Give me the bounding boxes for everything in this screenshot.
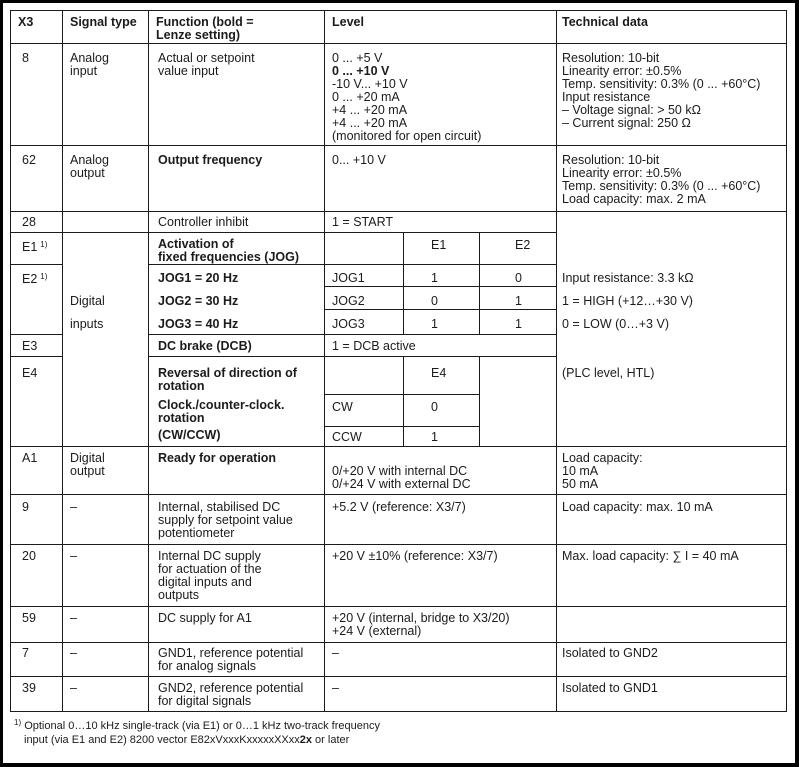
jog3-e2: 1	[515, 317, 522, 331]
row28-x3: 28	[22, 215, 36, 229]
row62-signal-line1: Analog	[70, 153, 109, 167]
row62-tech-2: Linearity error: ±0.5%	[562, 166, 682, 180]
terminal-assignment-table	[10, 10, 787, 712]
row8-level-4: 0 ... +20 mA	[332, 90, 400, 104]
rowA1-tech-2: 10 mA	[562, 464, 599, 478]
row59-function: DC supply for A1	[158, 611, 252, 625]
rev-function-5: (CW/CCW)	[158, 428, 221, 442]
row59-x3: 59	[22, 611, 36, 625]
row8-tech-5: – Voltage signal: > 50 kΩ	[562, 103, 701, 117]
rowA1-level-1: 0/+20 V with internal DC	[332, 464, 468, 478]
row8-level-7: (monitored for open circuit)	[332, 129, 482, 143]
row9-level: +5.2 V (reference: X3/7)	[332, 500, 466, 514]
rowA1-signal-line2: output	[70, 464, 105, 478]
row62-tech-3: Temp. sensitivity: 0.3% (0 ... +60°C)	[562, 179, 761, 193]
rowA1-level-2: 0/+24 V with external DC	[332, 477, 471, 491]
row62-tech-4: Load capacity: max. 2 mA	[562, 192, 706, 206]
footnote	[14, 716, 380, 747]
row9-function-3: potentiometer	[158, 526, 235, 540]
row28-level: 1 = START	[332, 215, 394, 229]
row7-level: –	[332, 646, 339, 660]
jog3-e1: 1	[431, 317, 438, 331]
row59-level-1: +20 V (internal, bridge to X3/20)	[332, 611, 510, 625]
digital-tech-4: (PLC level, HTL)	[562, 366, 655, 380]
row20-function-4: outputs	[158, 588, 200, 602]
row39-tech: Isolated to GND1	[562, 681, 658, 695]
header-function-line1: Function (bold =	[156, 15, 254, 29]
row9-function-2: supply for setpoint value	[158, 513, 293, 527]
row8-level-6: +4 ... +20 mA	[332, 116, 408, 130]
digital-e4-label: E4	[22, 366, 38, 380]
row39-function-1: GND2, reference potential	[158, 681, 304, 695]
header-level: Level	[332, 15, 364, 29]
dcb-function: DC brake (DCB)	[158, 339, 252, 353]
header-technical-data: Technical data	[562, 15, 648, 29]
row9-function-1: Internal, stabilised DC	[158, 500, 281, 514]
digital-tech-2: 1 = HIGH (+12…+30 V)	[562, 294, 693, 308]
rev-ccw-name: CCW	[332, 430, 362, 444]
jog1-e2: 0	[515, 271, 522, 285]
rowA1-tech-3: 50 mA	[562, 477, 599, 491]
rev-ccw-value: 1	[431, 430, 438, 444]
row62-function: Output frequency	[158, 153, 263, 167]
jog2-name: JOG2	[332, 294, 365, 308]
rev-function-3: Clock./counter-clock.	[158, 398, 285, 412]
jog1-function: JOG1 = 20 Hz	[158, 271, 239, 285]
jog-col-e1: E1	[431, 238, 447, 252]
row9-tech: Load capacity: max. 10 mA	[562, 500, 713, 514]
row62-level: 0... +10 V	[332, 153, 386, 167]
row20-signal: –	[70, 549, 77, 563]
jog1-e1: 1	[431, 271, 438, 285]
header-x3: X3	[18, 15, 34, 29]
row8-tech-4: Input resistance	[562, 90, 651, 104]
row8-level-3: -10 V... +10 V	[332, 77, 408, 91]
footnote-ref: 1)	[40, 240, 48, 249]
digital-tech-3: 0 = LOW (0…+3 V)	[562, 317, 669, 331]
row7-x3: 7	[22, 646, 29, 660]
footnote-line1: $^{1)}$ Optional 0…10 kHz single-track (via E1) or 0…1 kHz two-track frequency	[14, 718, 380, 732]
row39-signal: –	[70, 681, 77, 695]
jog-title-line2: fixed frequencies (JOG)	[158, 250, 300, 264]
row8-level-1: 0 ... +5 V	[332, 51, 383, 65]
rev-cw-value: 0	[431, 400, 438, 414]
row8-tech-6: – Current signal: 250 Ω	[562, 116, 691, 130]
digital-e1-label: E1 $^{1)}$	[22, 240, 48, 254]
row8-tech-1: Resolution: 10-bit	[562, 51, 660, 65]
row7-signal: –	[70, 646, 77, 660]
jog1-name: JOG1	[332, 271, 365, 285]
rev-cw-name: CW	[332, 400, 353, 414]
rev-function-4: rotation	[158, 411, 205, 425]
row7-function-2: for analog signals	[158, 659, 256, 673]
rev-function-1: Reversal of direction of	[158, 366, 297, 380]
row7-tech: Isolated to GND2	[562, 646, 658, 660]
row62-x3: 62	[22, 153, 36, 167]
row20-level: +20 V ±10% (reference: X3/7)	[332, 549, 498, 563]
row62-signal-line2: output	[70, 166, 105, 180]
row59-level-2: +24 V (external)	[332, 624, 422, 638]
row8-x3: 8	[22, 51, 29, 65]
header-function-line2: Lenze setting)	[156, 28, 241, 42]
row39-function-2: for digital signals	[158, 694, 252, 708]
rowA1-signal-line1: Digital	[70, 451, 105, 465]
row8-level-5: +4 ... +20 mA	[332, 103, 408, 117]
row8-signal-line1: Analog	[70, 51, 109, 65]
rowA1-function: Ready for operation	[158, 451, 277, 465]
jog2-function: JOG2 = 30 Hz	[158, 294, 239, 308]
rowA1-tech-1: Load capacity:	[562, 451, 643, 465]
digital-tech-1: Input resistance: 3.3 kΩ	[562, 271, 694, 285]
jog2-e2: 1	[515, 294, 522, 308]
row39-level: –	[332, 681, 339, 695]
rev-function-2: rotation	[158, 379, 205, 393]
row9-x3: 9	[22, 500, 29, 514]
row62-tech-1: Resolution: 10-bit	[562, 153, 660, 167]
footnote-line2: input (via E1 and E2) 8200 vector E82xVxxxKxxxxxXXxx2x or later	[24, 734, 350, 746]
footnote-ref: 1)	[40, 272, 48, 281]
row20-function-2: for actuation of the	[158, 562, 262, 576]
rowA1-x3: A1	[22, 451, 38, 465]
row8-tech-3: Temp. sensitivity: 0.3% (0 ... +60°C)	[562, 77, 761, 91]
row7-function-1: GND1, reference potential	[158, 646, 304, 660]
digital-e2-label: E2 $^{1)}$	[22, 272, 48, 286]
row8-tech-2: Linearity error: ±0.5%	[562, 64, 682, 78]
jog3-function: JOG3 = 40 Hz	[158, 317, 239, 331]
footnote-mark: 1)	[14, 718, 22, 727]
digital-signal-line2: inputs	[70, 317, 104, 331]
row20-x3: 20	[22, 549, 36, 563]
row8-signal-line2: input	[70, 64, 98, 78]
jog3-name: JOG3	[332, 317, 365, 331]
row39-x3: 39	[22, 681, 36, 695]
rev-col-e4: E4	[431, 366, 447, 380]
page	[3, 3, 795, 763]
row20-function-3: digital inputs and	[158, 575, 252, 589]
row8-function-line1: Actual or setpoint	[158, 51, 255, 65]
dcb-level: 1 = DCB active	[332, 339, 416, 353]
row8-level-2: 0 ... +10 V	[332, 64, 390, 78]
jog-col-e2: E2	[515, 238, 531, 252]
row20-function-1: Internal DC supply	[158, 549, 261, 563]
jog-title-line1: Activation of	[158, 237, 234, 251]
row9-signal: –	[70, 500, 77, 514]
row8-function-line2: value input	[158, 64, 219, 78]
row20-tech: Max. load capacity: ∑ I = 40 mA	[562, 549, 739, 563]
digital-signal-line1: Digital	[70, 294, 105, 308]
jog2-e1: 0	[431, 294, 438, 308]
header-signal-type: Signal type	[70, 15, 137, 29]
row28-function: Controller inhibit	[158, 215, 249, 229]
row59-signal: –	[70, 611, 77, 625]
digital-e3-label: E3	[22, 339, 38, 353]
